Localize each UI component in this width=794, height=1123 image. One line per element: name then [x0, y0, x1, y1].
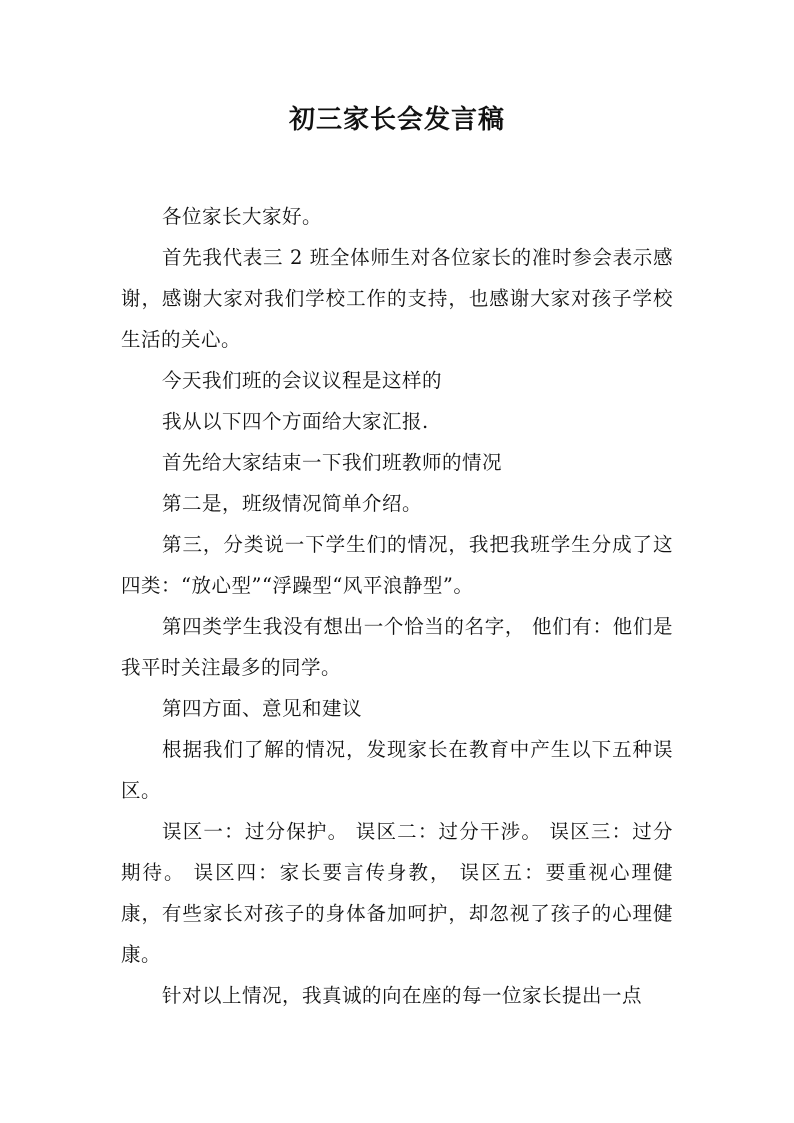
paragraph-fourth-type: 第四类学生我没有想出一个恰当的名字， 他们有：他们是我平时关注最多的同学。 [121, 615, 673, 679]
paragraph-misconceptions-list: 误区一：过分保护。 误区二：过分干涉。 误区三：过分期待。 误区四：家长要言传身教， 误区五：要重视心理健康，有些家长对孩子的身体备加呵护，却忽视了孩子的心理健康。 [121, 820, 673, 966]
paragraph-closing: 针对以上情况，我真诚的向在座的每一位家长提出一点 [162, 984, 643, 1007]
paragraph-student-types: 第三，分类说一下学生们的情况，我把我班学生分成了这四类：“放心型”“浮躁型“风平浪静型”。 [121, 533, 673, 597]
paragraph-teachers: 首先给大家结束一下我们班教师的情况 [162, 451, 503, 474]
paragraph-suggestions-heading: 第四方面、意见和建议 [162, 697, 363, 720]
paragraph-misconceptions-intro: 根据我们了解的情况，发现家长在教育中产生以下五种误区。 [121, 738, 673, 802]
paragraph-agenda: 今天我们班的会议议程是这样的 [162, 369, 443, 392]
paragraph-class-intro: 第二是，班级情况简单介绍。 [162, 492, 423, 515]
document-title: 初三家长会发言稿 [288, 105, 505, 135]
paragraph-thanks: 首先我代表三 2 班全体师生对各位家长的准时参会表示感谢，感谢大家对我们学校工作的支持，也感谢大家对孩子学校生活的关心。 [121, 246, 673, 351]
paragraph-greeting: 各位家长大家好。 [162, 205, 323, 228]
document-body [121, 196, 673, 1016]
paragraph-four-aspects: 我从以下四个方面给大家汇报. [162, 410, 429, 433]
